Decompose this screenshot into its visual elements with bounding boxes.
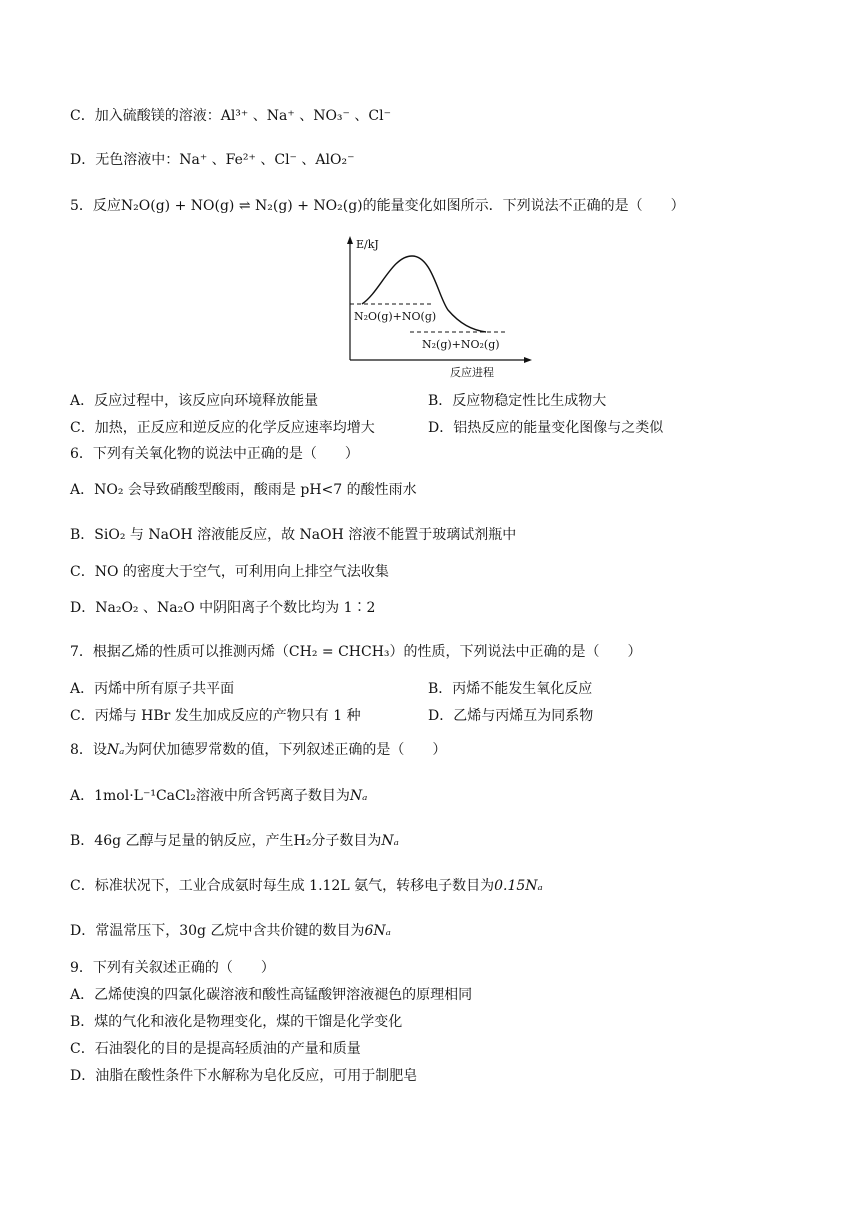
q7-option-c: C．丙烯与 HBr 发生加成反应的产物只有 1 种 — [70, 708, 361, 724]
q7-option-b: B．丙烯不能发生氧化反应 — [428, 681, 593, 697]
q9-stem: 9．下列有关叙述正确的（ ） — [70, 960, 275, 976]
q5-option-c: C．加热，正反应和逆反应的化学反应速率均增大 — [70, 420, 375, 436]
q8-option-c: C．标准状况下，工业合成氨时每生成 1.12L 氨气，转移电子数目为0.15Nₐ — [70, 878, 543, 894]
q8-option-b: B．46g 乙醇与足量的钠反应，产生H₂分子数目为Nₐ — [70, 833, 399, 849]
product-label: N₂(g)+NO₂(g) — [422, 338, 500, 351]
q6-option-c: C．NO 的密度大于空气，可利用向上排空气法收集 — [70, 564, 389, 580]
q8-option-a: A．1mol·L⁻¹CaCl₂溶液中所含钙离子数目为Nₐ — [70, 788, 368, 804]
y-axis-label: E/kJ — [356, 238, 379, 251]
q6-option-a: A．NO₂ 会导致硝酸型酸雨，酸雨是 pH<7 的酸性雨水 — [70, 482, 417, 498]
q4-option-c: C．加入硫酸镁的溶液：Al³⁺ 、Na⁺ 、NO₃⁻ 、Cl⁻ — [70, 108, 391, 124]
x-axis-label: 反应进程 — [450, 366, 494, 379]
q5-option-b: B．反应物稳定性比生成物大 — [428, 393, 607, 409]
q6-option-d: D．Na₂O₂ 、Na₂O 中阴阳离子个数比均为 1∶2 — [70, 600, 376, 616]
q9-option-a: A．乙烯使溴的四氯化碳溶液和酸性高锰酸钾溶液褪色的原理相同 — [70, 987, 473, 1003]
q7-option-d: D．乙烯与丙烯互为同系物 — [428, 708, 594, 724]
q8-stem: 8．设Nₐ为阿伏加德罗常数的值，下列叙述正确的是（ ） — [70, 742, 447, 758]
q9-option-c: C．石油裂化的目的是提高轻质油的产量和质量 — [70, 1041, 361, 1057]
energy-diagram — [340, 232, 540, 380]
q5-option-a: A．反应过程中，该反应向环境释放能量 — [70, 393, 319, 409]
q5-equation: N₂O(g) + NO(g) ⇌ N₂(g) + NO₂(g) — [120, 198, 363, 214]
q5-option-d: D．铝热反应的能量变化图像与之类似 — [428, 420, 664, 436]
q6-option-b: B．SiO₂ 与 NaOH 溶液能反应，故 NaOH 溶液不能置于玻璃试剂瓶中 — [70, 527, 517, 543]
q7-option-a: A．丙烯中所有原子共平面 — [70, 681, 235, 697]
reactant-label: N₂O(g)+NO(g) — [354, 310, 437, 323]
y-axis-arrow — [347, 236, 353, 244]
q9-option-b: B．煤的气化和液化是物理变化，煤的干馏是化学变化 — [70, 1014, 403, 1030]
x-axis-arrow — [524, 357, 532, 363]
q5-stem: 5．反应N₂O(g) + NO(g) ⇌ N₂(g) + NO₂(g)的能量变化如图所示．下列说法不正确的是（ ） — [70, 198, 685, 214]
q9-option-d: D．油脂在酸性条件下水解称为皂化反应，可用于制肥皂 — [70, 1068, 418, 1084]
q6-stem: 6．下列有关氧化物的说法中正确的是（ ） — [70, 446, 359, 462]
q4-option-d: D．无色溶液中：Na⁺ 、Fe²⁺ 、Cl⁻ 、AlO₂⁻ — [70, 152, 355, 168]
q7-stem: 7．根据乙烯的性质可以推测丙烯（CH₂ = CHCH₃）的性质，下列说法中正确的是（ ） — [70, 644, 642, 660]
q8-option-d: D．常温常压下，30g 乙烷中含共价键的数目为6Nₐ — [70, 923, 391, 939]
